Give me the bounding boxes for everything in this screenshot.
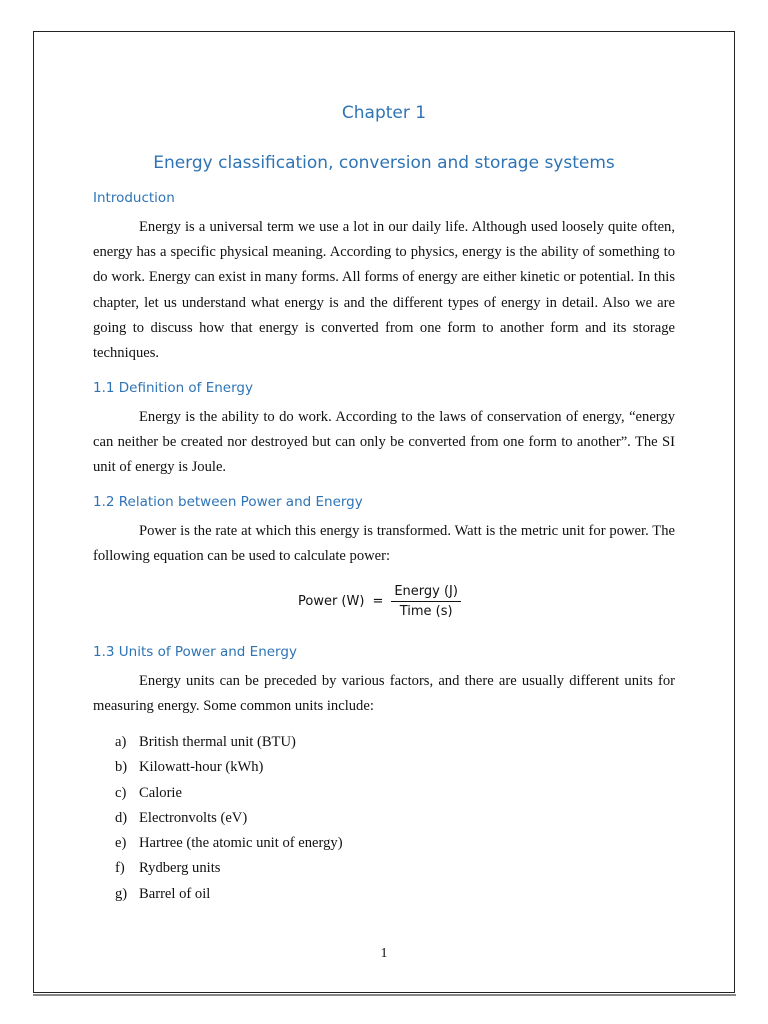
section-1-3-paragraph: Energy units can be preceded by various factors, and there are usually different units for measuring energy. Some common units include:	[93, 673, 675, 715]
introduction-paragraph: Energy is a universal term we use a lot in our daily life. Although used loosely quite often, energy has a specific physical meaning. According to physics, energy is the ability of something to do work. Energy can exist in many forms. All forms of energy are either kinetic or potential. In this chapter, let us understand what energy is and the different types of energy in detail. Also we are going to discuss how that energy is converted from one form to another form and its storage techniques.	[93, 219, 675, 362]
list-item: g) Barrel of oil	[115, 885, 211, 902]
power-equation	[298, 584, 461, 619]
equation-lhs: Power (W)	[298, 594, 365, 609]
section-1-3-heading: 1.3 Units of Power and Energy	[93, 644, 297, 660]
equation-fraction	[391, 584, 461, 619]
list-item: b) Kilowatt-hour (kWh)	[115, 759, 264, 776]
section-1-1-paragraph: Energy is the ability to do work. According to the laws of conservation of energy, “energy can neither be created nor destroyed but can only be converted from one form to another”. The SI unit of energy is Joule.	[93, 409, 675, 476]
list-item: d) Electronvolts (eV)	[115, 809, 248, 826]
equation-denominator: Time (s)	[399, 604, 453, 619]
section-1-2-paragraph: Power is the rate at which this energy is transformed. Watt is the metric unit for power. The following equation can be used to calculate power:	[93, 523, 675, 565]
page-number: 1	[380, 946, 388, 961]
section-1-2-heading: 1.2 Relation between Power and Energy	[93, 494, 363, 510]
list-item: f) Rydberg units	[115, 860, 221, 877]
list-item: e) Hartree (the atomic unit of energy)	[115, 835, 343, 852]
equation-numerator: Energy (J)	[391, 584, 461, 602]
page-bottom-rule	[33, 994, 736, 996]
list-item: c) Calorie	[115, 784, 182, 801]
energy-units-list	[115, 730, 343, 907]
chapter-subtitle: Energy classification, conversion and storage systems	[153, 153, 615, 173]
introduction-heading: Introduction	[93, 190, 175, 206]
list-item: a) British thermal unit (BTU)	[115, 734, 296, 750]
section-1-1-heading: 1.1 Definition of Energy	[93, 380, 253, 396]
equation-equals: =	[372, 594, 384, 609]
chapter-title: Chapter 1	[341, 103, 427, 123]
